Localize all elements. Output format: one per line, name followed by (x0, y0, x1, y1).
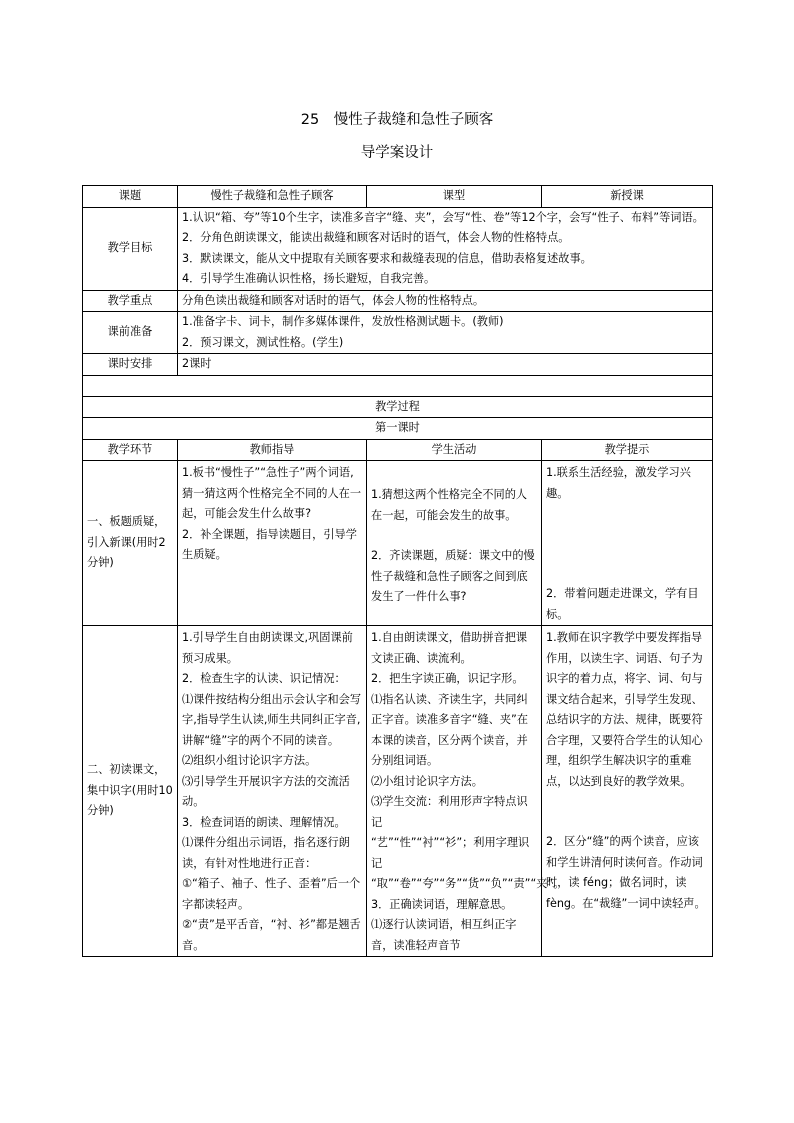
student-cell (367, 461, 542, 626)
goals-cell (178, 207, 713, 290)
focus-value: 分角色读出裁缝和顾客对话时的语气，体会人物的性格特点。 (178, 290, 713, 312)
tips-cell (542, 461, 713, 626)
stage-cell: 一、板题质疑，引入新课(用时2分钟) (83, 461, 178, 626)
student-item: ⑴逐行认读词语，相互纠正字音，读准轻声音节 (371, 918, 517, 952)
teacher-item: ②“责”是平舌音，“衬、衫”都是翘舌音。 (182, 918, 361, 952)
student-item: ⑶学生交流：利用形声字特点识记 (371, 795, 528, 829)
student-cell (367, 626, 565, 957)
tips-item: 2．区分“缝”的两个读音，应该和学生讲清何时读何音。作动词时，读 féng；做名词时，读 fèng。在“裁缝”一词中读轻声。 (546, 835, 706, 910)
teacher-item: 3．检查词语的朗读、理解情况。 (182, 815, 346, 829)
process-heading: 教学过程 (83, 396, 713, 418)
teacher-cell (178, 626, 367, 957)
student-item: 1.猜想这两个性格完全不同的人在一起，可能会发生的故事。 (371, 488, 528, 522)
goal-item: 1.认识“箱、夸”等10个生字，读准多音字“缝、夹”，会写“性、卷”等12个字，会写“性子、布料”等词语。 (182, 210, 704, 224)
teacher-item: ⑴课件分组出示词语，指名逐行朗读，有针对性地进行正音： (182, 836, 350, 870)
teacher-item: 2．补全课题，指导读题目，引导学生质疑。 (182, 527, 357, 561)
teacher-item: 1.板书“慢性子”“急性子”两个词语,猜一猜这两个性格完全不同的人在一起，可能会发生什么故事? (182, 466, 362, 520)
student-item: 2．把生字读正确，识记字形。 (371, 672, 524, 685)
tips-item: 1.联系生活经验，激发学习兴趣。 (546, 466, 691, 500)
tips-item: 2．带着问题走进课文，学有目标。 (546, 587, 699, 621)
student-item: 1.自由朗读课文，借助拼音把课文读正确、读流利。 (371, 631, 528, 665)
lesson-plan-table (82, 185, 713, 957)
time-value: 2课时 (178, 354, 713, 376)
student-item: ⑴指名认读、齐读生字，共同纠正字音。读准多音字“缝、夹”在本课的读音，区分两个读音，并分别组词语。 (371, 692, 529, 767)
student-item: “艺”“性”“衬”“衫”；利用字理识记 (371, 836, 530, 870)
student-item: ⑵小组讨论识字方法。 (371, 774, 483, 788)
prep-cell (178, 312, 713, 354)
time-label: 课时安排 (83, 354, 178, 376)
prep-label: 课前准备 (83, 312, 178, 354)
course-value: 慢性子裁缝和急性子顾客 (178, 186, 367, 208)
page-subtitle: 导学案设计 (360, 145, 434, 161)
prep-item: 1.准备字卡、词卡，制作多媒体课件，发放性格测试题卡。(教师) (182, 315, 504, 328)
type-value: 新授课 (542, 186, 713, 208)
teacher-item: ⑶引导学生开展识字方法的交流活动。 (182, 774, 350, 808)
page-title: 25 慢性子裁缝和急性子顾客 (300, 112, 494, 128)
teacher-item: ⑴课件按结构分组出示会认字和会写字,指导学生认读,师生共同纠正字音,讲解“缝”字的两个不同的读音。 (182, 692, 362, 747)
teacher-item: ⑵组织小组讨论识字方法。 (182, 754, 317, 767)
type-label: 课型 (367, 186, 542, 208)
col-teacher-header: 教师指导 (178, 439, 367, 461)
teacher-cell (178, 461, 367, 626)
course-label: 课题 (83, 186, 178, 208)
student-item: “取”“卷”“夸”“务”“货”“负”“责”“夹”。 (371, 877, 565, 890)
spacer-row (83, 375, 713, 396)
tips-item: 1.教师在识字教学中要发挥指导作用，以读生字、词语、句子为识字的着力点，将字、词、句与课文结合起来，引导学生发现、总结识字的方法、规律，既要符合字理，又要符合学生的认知心理，组织学生解决识字的重难点，以达到良好的教学效果。 (546, 631, 703, 788)
period-heading: 第一课时 (83, 418, 713, 440)
stage-cell: 二、初读课文，集中识字(用时10分钟) (83, 626, 178, 957)
teacher-item: ①“箱子、袖子、性子、歪着”后一个字都读轻声。 (182, 877, 361, 911)
goal-item: 2．分角色朗读课文，能读出裁缝和顾客对话时的语气，体会人物的性格特点。 (182, 231, 570, 244)
col-student-header: 学生活动 (367, 439, 542, 461)
student-item: 3．正确读词语，理解意思。 (371, 897, 513, 911)
teacher-item: 1.引导学生自由朗读课文,巩固课前预习成果。 (182, 631, 353, 665)
focus-label: 教学重点 (83, 290, 178, 312)
goal-item: 3．默读课文，能从文中提取有关顾客要求和裁缝表现的信息，借助表格复述故事。 (182, 251, 592, 265)
tips-cell (542, 626, 713, 957)
student-item: 2．齐读课题，质疑：课文中的慢性子裁缝和急性子顾客之间到底发生了一件什么事? (371, 549, 535, 603)
prep-item: 2．预习课文，测试性格。(学生) (182, 335, 344, 349)
col-stage-header: 教学环节 (83, 439, 178, 461)
goal-item: 4．引导学生准确认识性格，扬长避短，自我完善。 (182, 272, 436, 285)
col-tips-header: 教学提示 (542, 439, 713, 461)
teacher-item: 2．检查生字的认读、识记情况： (182, 672, 346, 685)
goals-label: 教学目标 (83, 207, 178, 290)
